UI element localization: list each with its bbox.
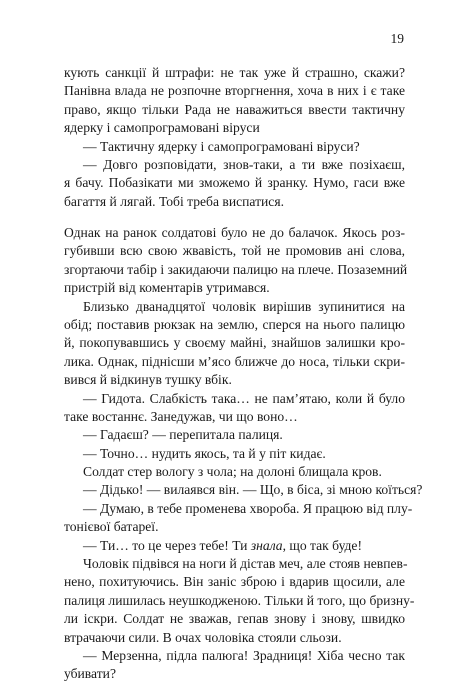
- text-line: — Ти… то це через тебе! Ти знала, що так буде!: [83, 537, 362, 553]
- text-line: Близько дванадцятої чоловік вирішив зупинитися на: [83, 298, 405, 314]
- text-line: тонієвої батареї.: [64, 519, 159, 535]
- text-line: ядерку і самопрограмовані віруси: [64, 120, 260, 136]
- text-line: лика. Однак, піднісши м’ясо ближче до носа, тільки скри-: [64, 353, 405, 369]
- text-line: Чоловік підвівся на ноги й дістав меч, але стояв невпев-: [83, 556, 408, 572]
- text-line: Солдат стер вологу з чола; на долоні блищала кров.: [83, 464, 382, 480]
- text-line: — Мерзенна, підла палюга! Зрадниця! Хіба чесно так: [83, 647, 405, 663]
- text-block-top: [64, 64, 405, 211]
- text-line: вився й відкинув тушку вбік.: [64, 372, 232, 388]
- text-line: кують санкції й штрафи: не так уже й страшно, скажи?: [64, 65, 405, 80]
- text-line: таке востаннє. Занедужав, чи що воно…: [64, 408, 298, 424]
- text-line: обід; поставив рюкзак на землю, сперся на нього палицю: [64, 316, 405, 332]
- text-line: нено, похитуючись. Він заніс зброю і вдарив щосили, але: [64, 574, 405, 590]
- text-line: я бачу. Побазікати ми зможемо й зранку. Нумо, гаси вже: [64, 175, 405, 191]
- text-line: — Тактичну ядерку і самопрограмовані віруси?: [83, 138, 360, 154]
- text-line: — Дідько! — вилаявся він. — Що, в біса, зі мною коїться?: [83, 482, 423, 498]
- text-line: — Думаю, в тебе променева хвороба. Я працюю від плу-: [83, 500, 413, 516]
- text-line: право, якщо тільки Рада не наважиться ввести тактичну: [64, 101, 405, 117]
- text-line: Однак на ранок солдатові було не до балачок. Якось роз-: [64, 225, 405, 240]
- text-line: згортаючи табір і закидаючи палицю на плече. Позаземний: [64, 261, 408, 277]
- text-line: ли іскри. Солдат не зважав, гепав знову і знову, швидко: [64, 611, 405, 627]
- text-line: — Гадаєш? — перепитала палиця.: [83, 427, 283, 443]
- text-line: й, покопувавшись у своєму майні, знайшов залишки кро-: [64, 335, 405, 351]
- text-line: — Точно… нудить якось, та й у піт кидає.: [83, 445, 326, 461]
- text-line: багаття й лягай. Тобі треба виспатися.: [64, 193, 284, 209]
- text-line: втрачаючи сили. В очах чоловіка стояли сльози.: [64, 629, 342, 645]
- text-line: убивати?: [64, 666, 116, 682]
- text-line: палиця лишилась неушкодженою. Тільки й того, що бризну-: [64, 592, 415, 608]
- text-line: Панівна влада не розпочне вторгнення, хоча в них і є таке: [64, 83, 405, 99]
- text-line: — Гидота. Слабкість така… не пам’ятаю, коли й було: [83, 390, 405, 406]
- text-block-main: [64, 224, 423, 684]
- text-line: — Довго розповідати, знов-таки, а ти вже позіхаєш,: [83, 156, 405, 172]
- text-line: пристрій від коментарів утримався.: [64, 280, 270, 296]
- text-line: губивши всю свою жвавість, той не промовив ані слова,: [64, 243, 405, 259]
- page-number: 19: [390, 31, 404, 46]
